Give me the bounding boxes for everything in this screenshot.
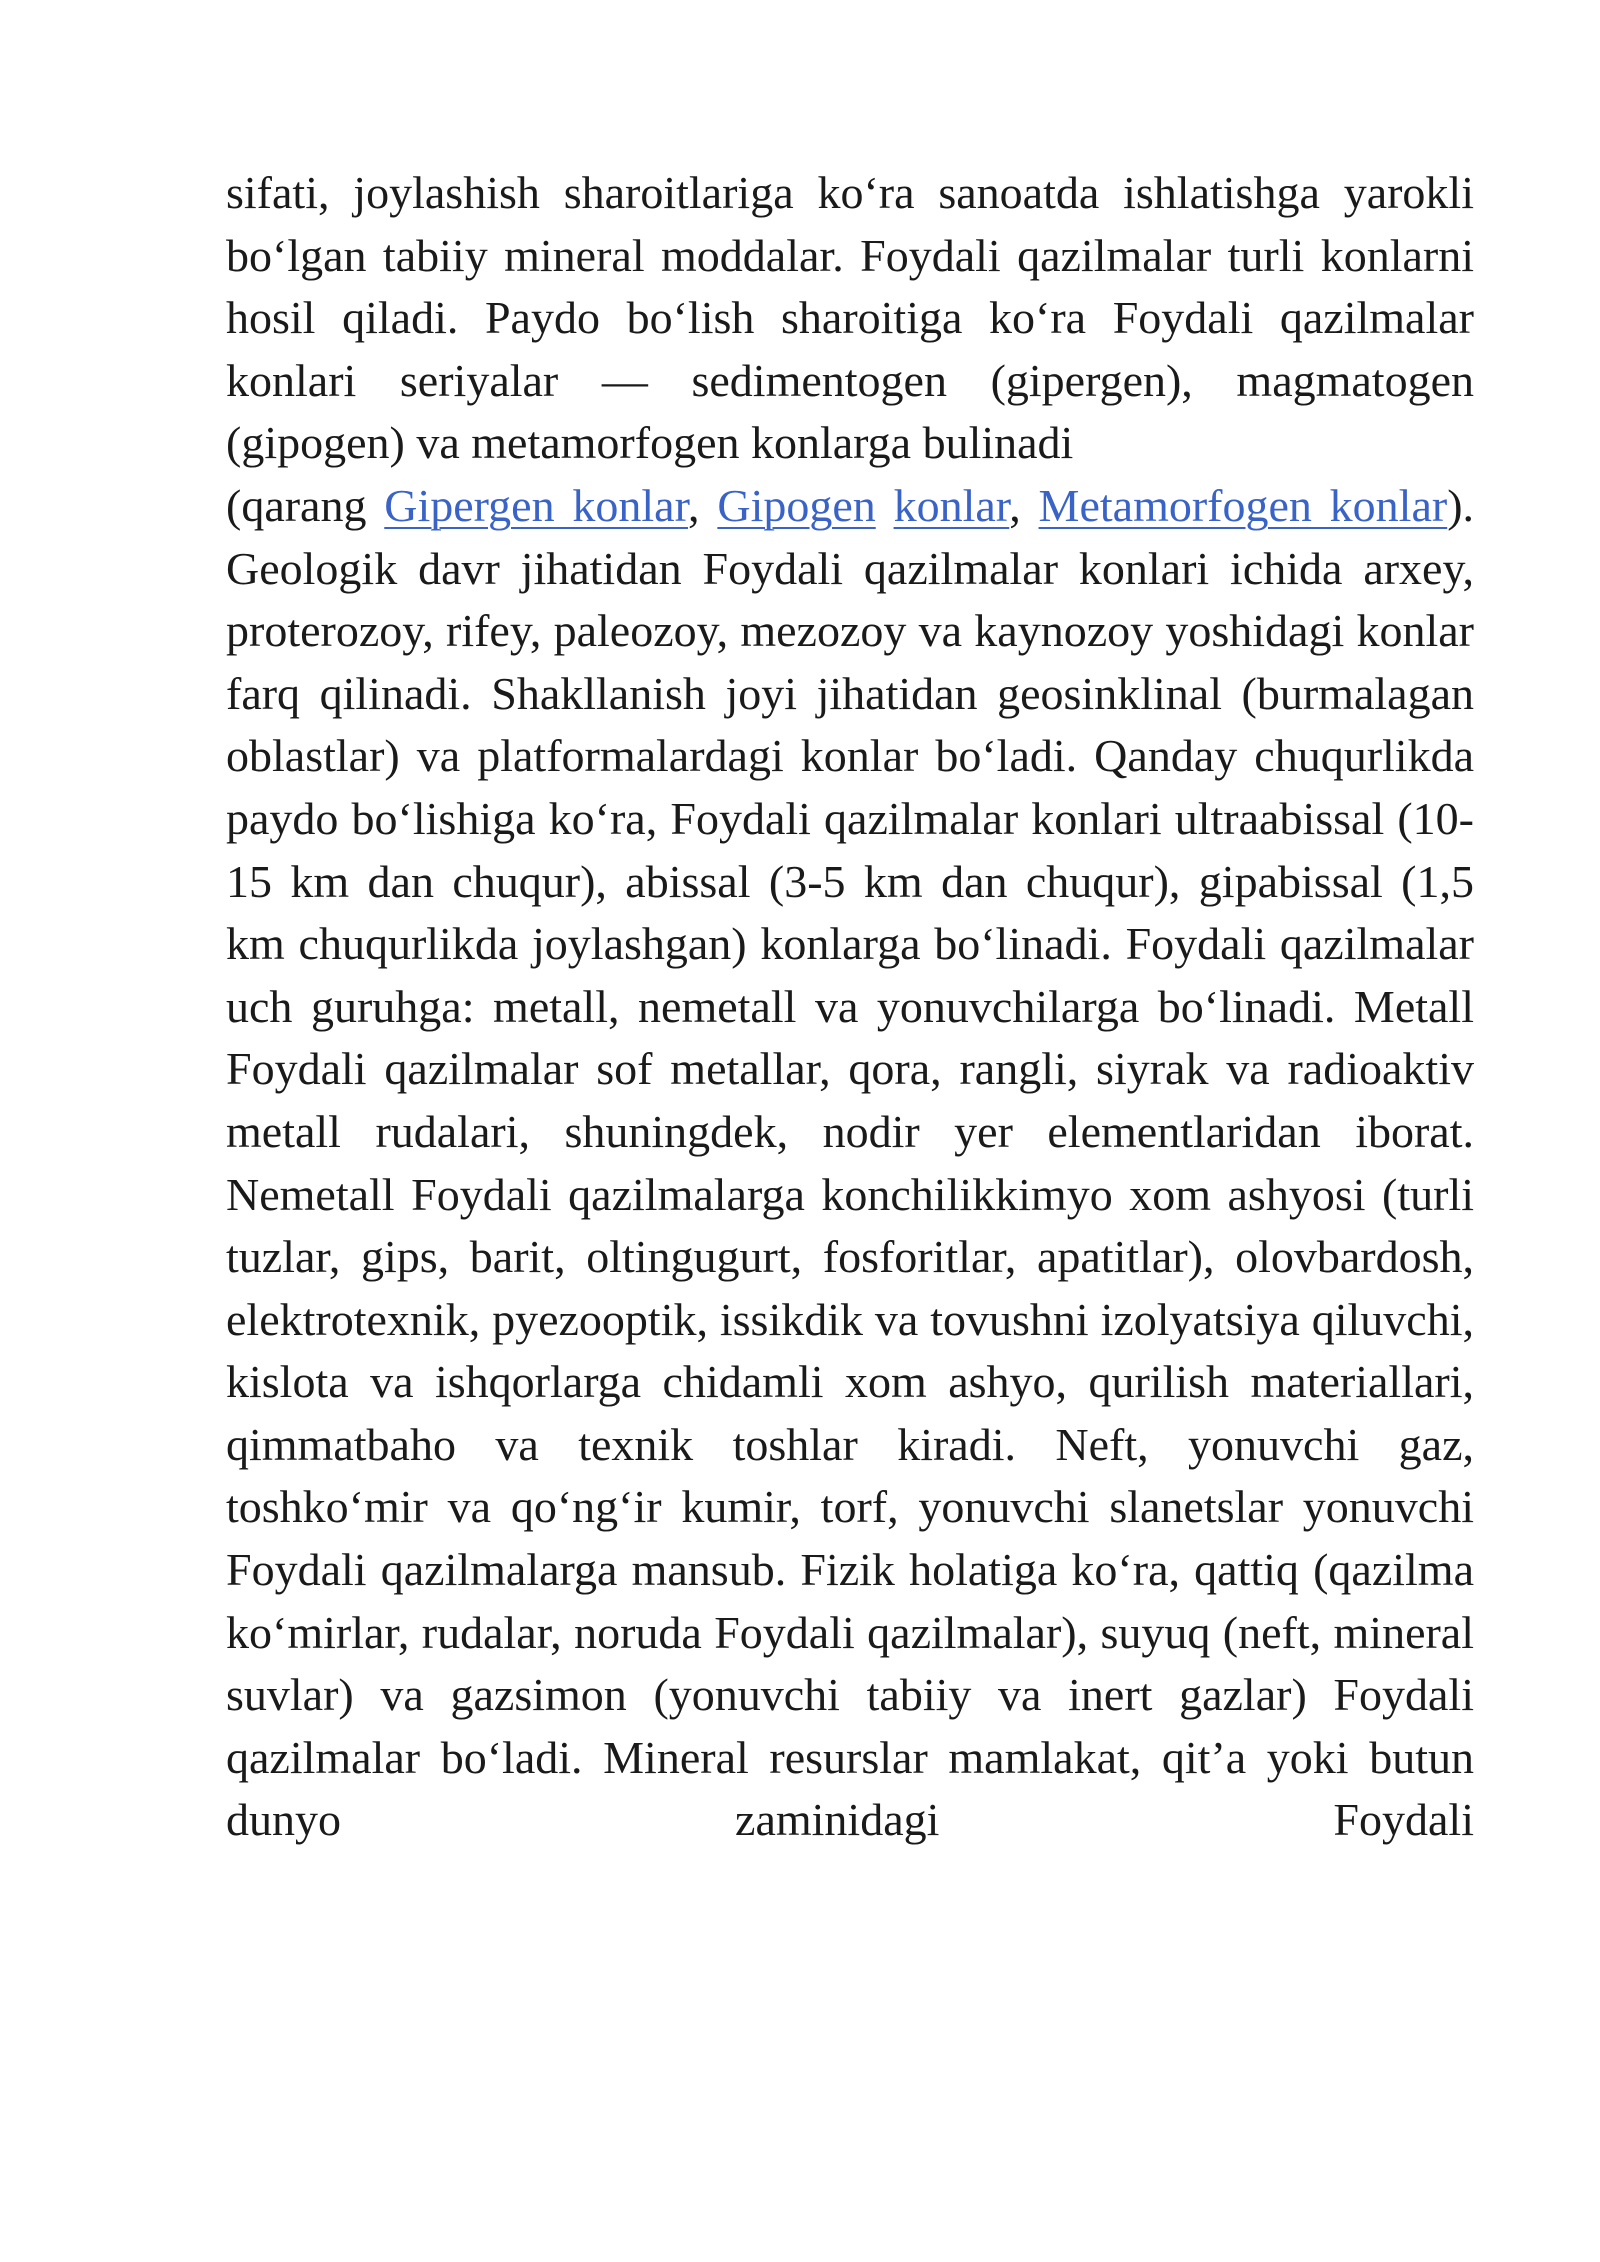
paragraph-body-text: ). Geologik davr jihatidan Foydali qazilmalar konlari ichida arxey, proterozoy, rifey, paleozoy, mezozoy va kaynozoy yoshidagi konlar farq qilinadi. Shakllanish joyi jihatidan geosinklinal (burmalagan oblastlar) va platformalardagi konlar bo‘ladi. Qanday chuqurlikda paydo bo‘lishiga ko‘ra, Foydali qazilmalar konlari ultraabissal (10-15 km dan chuqur), abissal (3-5 km dan chuqur), gipabissal (1,5 km chuqurlikda joylashgan) konlarga bo‘linadi. Foydali qazilmalar uch guruhga: metall, nemetall va yonuvchilarga bo‘linadi. Metall Foydali qazilmalar sof metallar, qora, rangli, siyrak va radioaktiv metall rudalari, shuningdek, nodir yer elementlaridan iborat. Nemetall Foydali qazilmalarga konchilikkimyo xom ashyosi (turli tuzlar, gips, barit, oltingugurt, fosforitlar, apatitlar), olovbardosh, elektrotexnik, pyezooptik, issikdik va tovushni izolyatsiya qiluvchi, kislota va ishqorlarga chidamli xom ashyo, qurilish materiallari, qimmatbaho va texnik toshlar kiradi. Neft, yonuvchi gaz, toshko‘mir va qo‘ng‘ir kumir, torf, yonuvchi slanetslar yonuvchi Foydali qazilmalarga mansub. Fizik holatiga ko‘ra, qattiq (qazilma ko‘mirlar, rudalar, noruda Foydali qazilmalar), suyuq (neft, mineral suvlar) va gazsimon (yonuvchi tabiiy va inert gazlar) Foydali qazilmalar bo‘ladi. Mineral resurslar mamlakat, qit’a yoki butun dunyo zaminidagi Foydali [226,479,1475,1846]
paragraph-open-text: (qarang [226,479,385,531]
link-gipogen[interactable]: Gipogen [717,479,876,531]
link-separator: , [688,479,718,531]
article-body [226,162,1474,1852]
paragraph-main [226,475,1474,1852]
link-konlar[interactable]: konlar [893,479,1010,531]
paragraph-intro: sifati, joylashish sharoitlariga ko‘ra sanoatda ishlatishga yarokli bo‘lgan tabiiy mineral moddalar. Foydali qazilmalar turli konlarni hosil qiladi. Paydo bo‘lish sharoitiga ko‘ra Foydali qazilmalar konlari seriyalar — sedimentogen (gipergen), magmatogen (gipogen) va metamorfogen konlarga bulinadi [226,167,1474,469]
link-metamorfogen-konlar[interactable]: Metamorfogen konlar [1038,479,1448,531]
link-space [876,480,894,531]
link-gipergen-konlar[interactable]: Gipergen konlar [384,479,689,531]
link-separator: , [1009,479,1039,531]
